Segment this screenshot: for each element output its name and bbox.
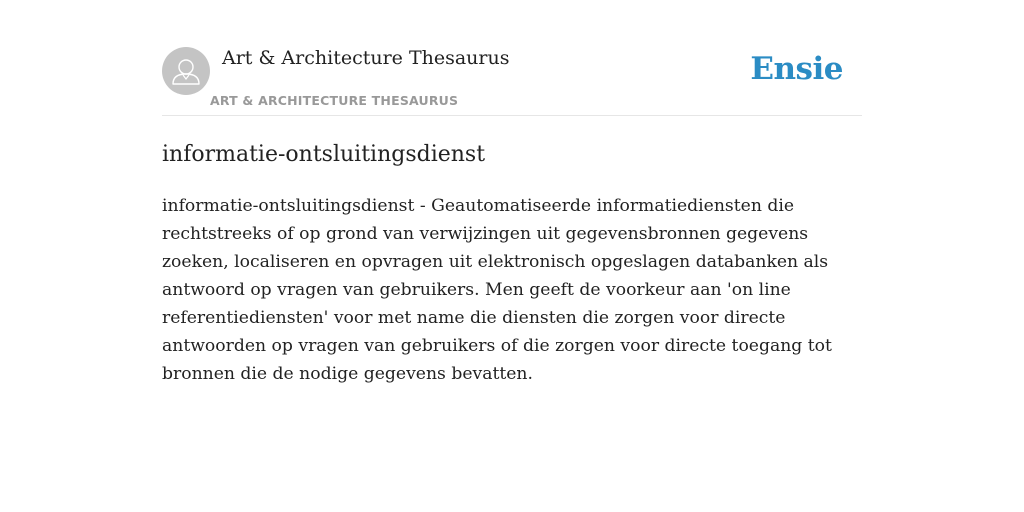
- source-subtitle: ART & ARCHITECTURE THESAURUS: [210, 93, 459, 108]
- page-title: informatie-ontsluitingsdienst: [162, 142, 486, 167]
- user-icon[interactable]: [162, 47, 210, 95]
- source-title[interactable]: Art & Architecture Thesaurus: [222, 47, 510, 69]
- brand-logo[interactable]: Ensie: [750, 51, 843, 87]
- header: [162, 0, 862, 116]
- content-container: [162, 0, 862, 388]
- definition-text: informatie-ontsluitingsdienst - Geautomatiseerde informatiediensten die rechtstreeks of op grond van verwijzingen uit gegevensbronnen gegevens zoeken, localiseren en opvragen uit elektronisch opgeslagen databanken als antwoord op vragen van gebruikers. Men geeft de voorkeur aan 'on line referentiediensten' voor met name die diensten die zorgen voor directe antwoorden op vragen van gebruikers of die zorgen voor directe toegang tot bronnen die de nodige gegevens bevatten.: [162, 196, 832, 384]
